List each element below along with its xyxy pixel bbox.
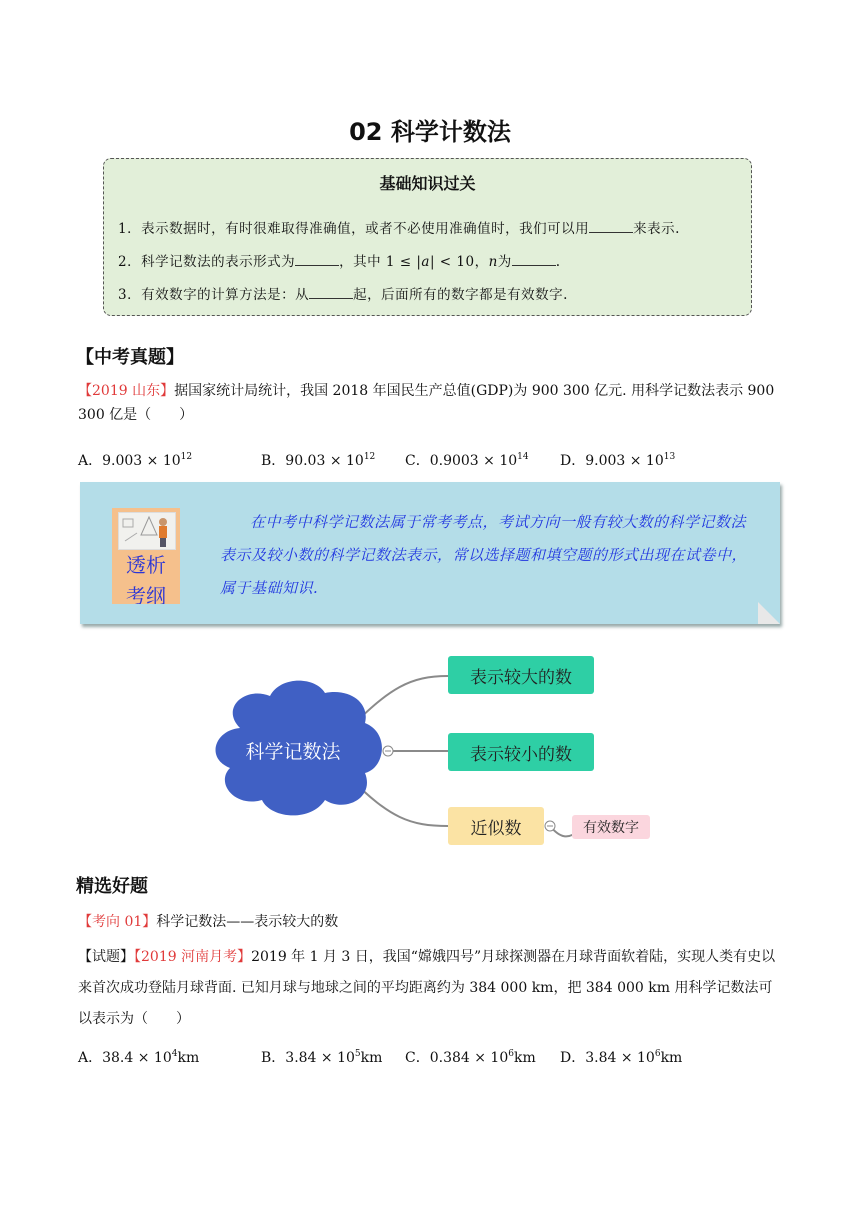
- answer-blank: [512, 253, 556, 266]
- exam-option-c: C．$0.9003 \times 10^{14}$: [405, 452, 529, 469]
- basic-knowledge-heading: 基础知识过关: [379, 174, 476, 193]
- question-source-tag: 【2019 河南月考】: [134, 949, 252, 965]
- direction-tag: 【考向 01】: [78, 914, 157, 930]
- selected-question: 【试题】【2019 河南月考】2019 年 1 月 3 日，我国“嫦娥四号”月球探测器在月球背面软着陆，实现人类有史以来首次成功登陆月球背面. 已知月球与地球之间的平均距离约为 384 000 km，把 384 000 km 用科学记数法可以表示为（ ）: [78, 949, 776, 1027]
- teacher-illustration-icon: [118, 512, 176, 550]
- syllabus-analysis-text: 在中考中科学记数法属于常考考点，考试方向一般有较大数的科学记数法表示及较小数的科学记数法表示，常以选择题和填空题的形式出现在试卷中，属于基础知识.: [220, 513, 748, 597]
- syllabus-badge: [112, 508, 180, 604]
- exam-option-b: B．$90.03 \times 10^{12}$: [261, 452, 376, 469]
- basic-item-1: 1．表示数据时，有时很难取得准确值，或者不必使用准确值时，我们可以用 来表示.: [118, 221, 680, 237]
- selected-option-d: D．$3.84 \times 10^6km$: [560, 1049, 683, 1066]
- selected-option-a: A．$38.4 \times 10^4km$: [78, 1049, 200, 1066]
- badge-line-2: 考纲: [126, 584, 166, 604]
- mind-map: [200, 648, 660, 858]
- exam-section-heading: 【中考真题】: [76, 347, 184, 368]
- answer-blank: [295, 253, 339, 266]
- page-title: 02 科学计数法: [349, 118, 511, 146]
- direction-line: 【考向 01】科学记数法——表示较大的数: [78, 914, 339, 930]
- mind-map-center: 科学记数法: [245, 740, 341, 763]
- basic-knowledge-box: [103, 158, 752, 316]
- basic-item-3: 3．有效数字的计算方法是：从 起，后面所有的数字都是有效数字.: [118, 287, 568, 303]
- exam-option-d: D．$9.003 \times 10^{13}$: [560, 452, 676, 469]
- answer-blank: [589, 220, 633, 233]
- sub-significant-figures: 有效数字: [572, 815, 650, 839]
- exam-question: 【2019 山东】据国家统计局统计，我国 2018 年国民生产总值(GDP)为 900 300 亿元. 用科学记数法表示 900 300 亿是（ ）: [78, 383, 775, 423]
- branch-large-number: 表示较大的数: [448, 656, 594, 694]
- answer-blank: [309, 286, 353, 299]
- exam-option-a: A．$9.003 \times 10^{12}$: [78, 452, 193, 469]
- page-curl-corner: [758, 602, 780, 624]
- question-source-tag: 【2019 山东】: [78, 383, 175, 399]
- selected-option-b: B．$3.84 \times 10^5km$: [261, 1049, 383, 1066]
- badge-line-1: 透析: [126, 553, 166, 577]
- branch-approximate: 近似数: [448, 807, 544, 845]
- selected-section-heading: 精选好题: [76, 876, 148, 897]
- syllabus-analysis-box: [80, 482, 780, 624]
- branch-small-number: 表示较小的数: [448, 733, 594, 771]
- basic-item-2: 2．科学记数法的表示形式为 ，其中 1 ≤ |𝑎| < 10，𝑛为 .: [118, 254, 561, 270]
- selected-option-c: C．$0.384 \times 10^6km$: [405, 1049, 536, 1066]
